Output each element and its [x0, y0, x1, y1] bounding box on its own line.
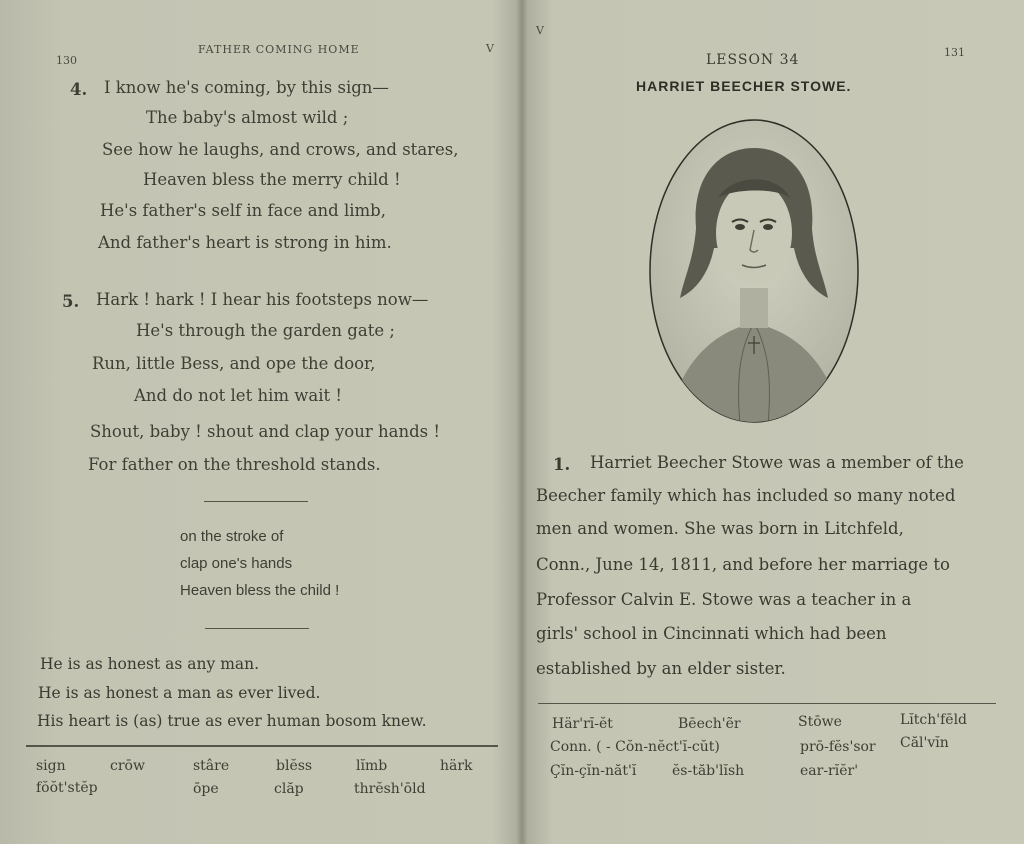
- stanza-5-line: And do not let him wait !: [134, 386, 342, 405]
- vocab-word: crōw: [110, 758, 145, 774]
- vocab-word: thrĕsh'ōld: [354, 781, 426, 797]
- vocab-word: prō-fĕs'sor: [800, 739, 876, 755]
- vocab-word: ear-rĭĕr': [800, 763, 859, 779]
- vocab-word: Conn. ( - Cŏn-nĕct'ĭ-cŭt): [550, 739, 720, 755]
- vocab-word: clăp: [274, 781, 304, 797]
- example-sentence: He is as honest as any man.: [40, 655, 260, 673]
- section-mark-right: V: [536, 24, 544, 37]
- running-head: FATHER COMING HOME: [198, 43, 360, 56]
- stanza-4-line: The baby's almost wild ;: [146, 108, 349, 127]
- vocab-rule: [26, 745, 498, 747]
- divider: [205, 628, 309, 629]
- stanza-5-line: He's through the garden gate ;: [136, 321, 395, 340]
- paragraph-line: Professor Calvin E. Stowe was a teacher in a: [536, 590, 912, 609]
- stanza-5-line: Shout, baby ! shout and clap your hands !: [90, 422, 440, 441]
- vocab-word: Stōwe: [798, 714, 842, 730]
- stanza-4-line: I know he's coming, by this sign—: [104, 78, 389, 97]
- vocab-word: Bēech'ẽr: [678, 716, 741, 732]
- stanza-5-line: For father on the threshold stands.: [88, 455, 381, 474]
- stanza-5-line: Run, little Bess, and ope the door,: [92, 354, 376, 373]
- stanza-4-line: Heaven bless the merry child !: [143, 170, 401, 189]
- example-sentence: His heart is (as) true as ever human bosom knew.: [37, 712, 427, 730]
- right-page: [526, 0, 1024, 844]
- paragraph-line: Conn., June 14, 1811, and before her marriage to: [536, 555, 950, 574]
- phrase: on the stroke of: [180, 528, 284, 545]
- stanza-4-line: And father's heart is strong in him.: [98, 233, 392, 252]
- vocab-word: ĕs-tăb'lĭsh: [672, 763, 745, 779]
- paragraph-line: Beecher family which has included so many noted: [536, 486, 956, 505]
- stanza-4-line: He's father's self in face and limb,: [100, 201, 386, 220]
- paragraph-line: girls' school in Cincinnati which had been: [536, 624, 887, 643]
- vocab-word: fŏŏt'stĕp: [36, 780, 98, 796]
- paragraph-line: Harriet Beecher Stowe was a member of the: [590, 453, 964, 472]
- divider: [204, 501, 308, 502]
- example-sentence: He is as honest a man as ever lived.: [38, 684, 321, 702]
- phrase: clap one's hands: [180, 555, 293, 572]
- section-mark-left: V: [486, 42, 494, 55]
- vocab-word: stâre: [193, 758, 230, 774]
- stanza-5-number: 5.: [62, 292, 80, 311]
- vocab-word: sign: [36, 758, 66, 774]
- stanza-4-line: See how he laughs, and crows, and stares,: [102, 140, 459, 159]
- paragraph-number: 1.: [553, 455, 571, 474]
- vocab-word: Çĭn-çĭn-năt'ĭ: [550, 763, 637, 779]
- vocab-word: Här'rĭ-ĕt: [552, 716, 613, 732]
- stanza-5-line: Hark ! hark ! I hear his footsteps now—: [96, 290, 429, 309]
- vocab-word: blĕss: [276, 758, 313, 774]
- page-number-right: 131: [944, 46, 965, 59]
- vocab-rule: [538, 703, 996, 704]
- lesson-heading: LESSON 34: [706, 52, 800, 68]
- stanza-4-number: 4.: [70, 80, 88, 99]
- paragraph-line: men and women. She was born in Litchfeld,: [536, 519, 904, 538]
- portrait-engraving: [648, 118, 860, 424]
- vocab-word: Căl'vĭn: [900, 735, 949, 751]
- vocab-word: härk: [440, 758, 473, 774]
- page-number-left: 130: [56, 54, 77, 67]
- phrase: Heaven bless the child !: [180, 582, 340, 599]
- vocab-word: lĭmb: [356, 758, 388, 774]
- vocab-word: ōpe: [193, 781, 219, 797]
- vocab-word: Lĭtch'fēld: [900, 712, 968, 728]
- paragraph-line: established by an elder sister.: [536, 659, 786, 678]
- lesson-title: HARRIET BEECHER STOWE.: [636, 78, 852, 94]
